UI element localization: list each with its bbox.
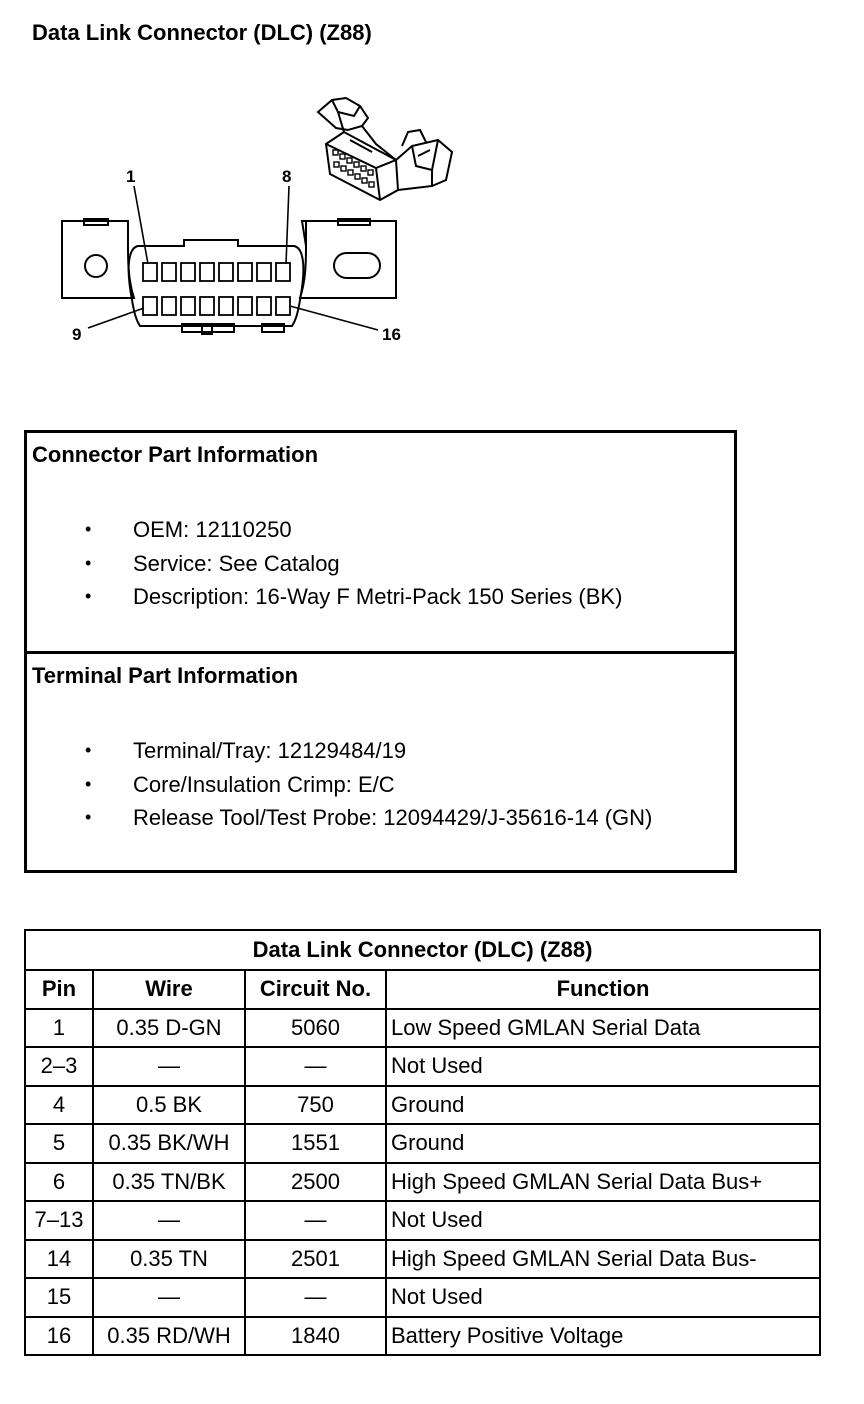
terminal-info-item: Terminal/Tray: 12129484/19 (133, 738, 407, 763)
pin-label-8: 8 (282, 167, 292, 186)
cell-wire: 0.35 BK/WH (93, 1124, 245, 1163)
table-row (25, 1086, 820, 1125)
cell-pin: 1 (25, 1009, 93, 1048)
cell-function: Low Speed GMLAN Serial Data (386, 1009, 820, 1048)
table-row (25, 1240, 820, 1279)
terminal-info-heading: Terminal Part Information (32, 663, 299, 688)
pin-cavities-row-1 (143, 263, 290, 281)
bullet-icon: • (85, 519, 92, 539)
table-row (25, 1163, 820, 1202)
cell-function: Not Used (386, 1201, 820, 1240)
part-information-box (24, 430, 737, 873)
cell-wire: — (93, 1278, 245, 1317)
table-row (25, 1201, 820, 1240)
pin-cavities-row-2 (143, 297, 290, 315)
connector-info-item: OEM: 12110250 (133, 517, 292, 542)
cell-function: High Speed GMLAN Serial Data Bus+ (386, 1163, 820, 1202)
cell-circuit: 1551 (245, 1124, 386, 1163)
table-caption: Data Link Connector (DLC) (Z88) (25, 930, 820, 970)
cell-circuit: 5060 (245, 1009, 386, 1048)
cell-pin: 14 (25, 1240, 93, 1279)
column-header-pin: Pin (25, 970, 93, 1009)
cell-wire: — (93, 1201, 245, 1240)
pin-label-1: 1 (126, 167, 136, 186)
table-row (25, 1317, 820, 1356)
cell-function: Not Used (386, 1278, 820, 1317)
cell-pin: 5 (25, 1124, 93, 1163)
connector-front-view (62, 219, 396, 334)
cell-pin: 2–3 (25, 1047, 93, 1086)
cell-circuit: — (245, 1047, 386, 1086)
cell-function: High Speed GMLAN Serial Data Bus- (386, 1240, 820, 1279)
cell-circuit: 750 (245, 1086, 386, 1125)
cell-wire: 0.35 D-GN (93, 1009, 245, 1048)
terminal-part-information (27, 654, 734, 870)
bullet-icon: • (85, 807, 92, 827)
table-row (25, 1009, 820, 1048)
terminal-info-item: Release Tool/Test Probe: 12094429/J-35616-14 (GN) (133, 805, 653, 830)
cell-function: Battery Positive Voltage (386, 1317, 820, 1356)
column-header-function: Function (386, 970, 820, 1009)
bullet-icon: • (85, 586, 92, 606)
connector-3d-pins-icon (333, 150, 374, 187)
cell-circuit: 2501 (245, 1240, 386, 1279)
column-header-circuit: Circuit No. (245, 970, 386, 1009)
cell-function: Not Used (386, 1047, 820, 1086)
cell-wire: 0.35 TN/BK (93, 1163, 245, 1202)
bullet-icon: • (85, 773, 92, 794)
cell-function: Ground (386, 1086, 820, 1125)
connector-3d-sketch-icon (318, 98, 452, 200)
connector-info-item: Description: 16-Way F Metri-Pack 150 Series (BK) (133, 584, 623, 609)
cell-circuit: 1840 (245, 1317, 386, 1356)
cell-wire: 0.35 RD/WH (93, 1317, 245, 1356)
cell-pin: 15 (25, 1278, 93, 1317)
terminal-info-item: Core/Insulation Crimp: E/C (133, 771, 395, 797)
connector-diagram (0, 0, 864, 400)
pin-table (24, 929, 821, 1356)
bullet-icon: • (85, 552, 92, 573)
cell-circuit: — (245, 1201, 386, 1240)
table-row (25, 1124, 820, 1163)
pin-label-16: 16 (382, 325, 401, 344)
page-title: Data Link Connector (DLC) (Z88) (32, 20, 372, 45)
pin-label-9: 9 (72, 325, 82, 344)
connector-part-information (27, 433, 734, 654)
cell-pin: 16 (25, 1317, 93, 1356)
cell-wire: — (93, 1047, 245, 1086)
cell-circuit: 2500 (245, 1163, 386, 1202)
cell-pin: 6 (25, 1163, 93, 1202)
bullet-icon: • (85, 740, 92, 760)
cell-function: Ground (386, 1124, 820, 1163)
cell-wire: 0.35 TN (93, 1240, 245, 1279)
cell-wire: 0.5 BK (93, 1086, 245, 1125)
connector-info-item: Service: See Catalog (133, 550, 340, 576)
table-row (25, 1047, 820, 1086)
connector-info-heading: Connector Part Information (32, 442, 319, 467)
cell-pin: 4 (25, 1086, 93, 1125)
table-header-row (25, 970, 820, 1009)
cell-circuit: — (245, 1278, 386, 1317)
table-row (25, 1278, 820, 1317)
cell-pin: 7–13 (25, 1201, 93, 1240)
column-header-wire: Wire (93, 970, 245, 1009)
table-caption-row (25, 930, 820, 970)
